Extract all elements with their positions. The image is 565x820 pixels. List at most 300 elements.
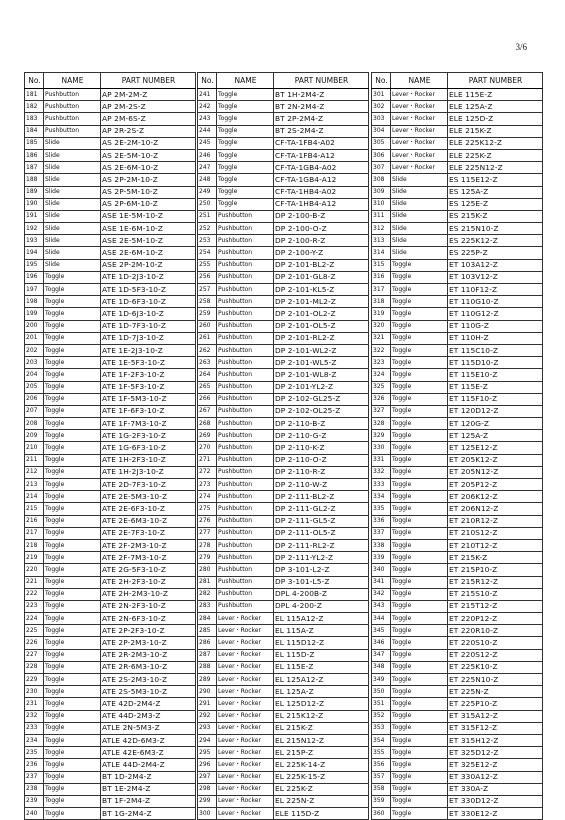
table-row — [198, 795, 369, 807]
row-number: 237 — [25, 771, 44, 783]
row-part-number: ATE 2P-2M3-10-Z — [101, 637, 196, 649]
row-part-number: BT 1E-2M4-Z — [101, 783, 196, 795]
row-name: Toggle — [44, 284, 101, 296]
row-number: 246 — [198, 149, 217, 161]
row-number: 192 — [25, 223, 44, 235]
table-row — [198, 418, 369, 430]
table-row — [198, 223, 369, 235]
row-number: 260 — [198, 320, 217, 332]
row-number: 339 — [372, 552, 391, 564]
row-name: Pushbutton — [217, 454, 274, 466]
row-part-number: ATE 2S-2M3-10-Z — [101, 674, 196, 686]
column-header-name: NAME — [44, 73, 101, 89]
row-part-number: ET 205K12-Z — [448, 454, 543, 466]
row-part-number: EL 225K-Z — [274, 783, 369, 795]
row-name: Toggle — [391, 710, 448, 722]
row-part-number: CF-TA-1HB4-A12 — [274, 198, 369, 210]
row-name: Toggle — [391, 430, 448, 442]
row-name: Slide — [44, 235, 101, 247]
row-name: Pushbutton — [217, 369, 274, 381]
table-row — [198, 430, 369, 442]
row-number: 258 — [198, 296, 217, 308]
row-part-number: ET 225N10-Z — [448, 674, 543, 686]
row-part-number: ET 205N12-Z — [448, 466, 543, 478]
row-part-number: AS 2P-5M-10-Z — [101, 186, 196, 198]
table-row — [198, 235, 369, 247]
row-number: 197 — [25, 284, 44, 296]
table-row — [25, 259, 196, 271]
table-row — [198, 247, 369, 259]
table-row — [372, 284, 543, 296]
column-header-no: No. — [198, 73, 217, 89]
row-part-number: ELE 225K12-Z — [448, 137, 543, 149]
table-row — [372, 674, 543, 686]
row-part-number: ET 225P10-Z — [448, 698, 543, 710]
parts-table-1 — [24, 72, 196, 820]
row-part-number: DP 2-110-W-Z — [274, 479, 369, 491]
row-name: Toggle — [44, 503, 101, 515]
row-name: Pushbutton — [44, 125, 101, 137]
row-name: Toggle — [44, 369, 101, 381]
row-part-number: ET 225K10-Z — [448, 661, 543, 673]
table-row — [25, 113, 196, 125]
row-name: Toggle — [391, 625, 448, 637]
table-row — [372, 125, 543, 137]
row-part-number: ASE 1E-6M-10-Z — [101, 223, 196, 235]
table-row — [25, 442, 196, 454]
row-name: Toggle — [391, 661, 448, 673]
table-row — [372, 808, 543, 820]
row-name: Toggle — [44, 747, 101, 759]
row-part-number: EL 115A-Z — [274, 625, 369, 637]
table-row — [198, 174, 369, 186]
row-number: 215 — [25, 503, 44, 515]
row-number: 293 — [198, 722, 217, 734]
table-row — [25, 625, 196, 637]
row-part-number: AS 2P-6M-10-Z — [101, 198, 196, 210]
row-name: Toggle — [44, 344, 101, 356]
row-part-number: DP 2-101-YL2-Z — [274, 381, 369, 393]
row-part-number: ES 225K12-Z — [448, 235, 543, 247]
row-number: 255 — [198, 259, 217, 271]
row-number: 328 — [372, 418, 391, 430]
row-part-number: ATE 2N-2F3-10-Z — [101, 600, 196, 612]
table-row — [25, 235, 196, 247]
table-row — [25, 564, 196, 576]
row-name: Toggle — [391, 686, 448, 698]
row-number: 326 — [372, 393, 391, 405]
row-name: Toggle — [44, 710, 101, 722]
row-name: Slide — [391, 247, 448, 259]
row-part-number: ELE 115D-Z — [274, 808, 369, 820]
row-number: 342 — [372, 588, 391, 600]
row-part-number: ATE 1D-7J3-10-Z — [101, 332, 196, 344]
row-number: 218 — [25, 539, 44, 551]
row-part-number: ET 110G-Z — [448, 320, 543, 332]
row-part-number: EL 215P-Z — [274, 747, 369, 759]
table-row — [198, 198, 369, 210]
row-part-number: DP 2-111-GL2-Z — [274, 503, 369, 515]
row-name: Toggle — [391, 357, 448, 369]
row-name: Toggle — [217, 89, 274, 101]
row-number: 344 — [372, 613, 391, 625]
row-part-number: ATE 1D-2J3-10-Z — [101, 271, 196, 283]
table-row — [372, 320, 543, 332]
row-part-number: ET 125E12-Z — [448, 442, 543, 454]
table-row — [372, 686, 543, 698]
row-number: 320 — [372, 320, 391, 332]
table-row — [25, 783, 196, 795]
table-row — [372, 344, 543, 356]
row-number: 200 — [25, 320, 44, 332]
table-row — [372, 783, 543, 795]
table-row — [25, 466, 196, 478]
row-name: Toggle — [44, 552, 101, 564]
row-part-number: ET 120G-Z — [448, 418, 543, 430]
row-part-number: ATE 2E-7F3-10-Z — [101, 527, 196, 539]
row-part-number: DP 2-110-O-Z — [274, 454, 369, 466]
row-part-number: ET 103V12-Z — [448, 271, 543, 283]
row-name: Toggle — [391, 576, 448, 588]
table-header-row — [198, 73, 369, 89]
table-row — [198, 503, 369, 515]
column-header-name: NAME — [391, 73, 448, 89]
table-row — [25, 186, 196, 198]
table-row — [372, 734, 543, 746]
row-name: Pushbutton — [217, 442, 274, 454]
table-row — [25, 308, 196, 320]
table-row — [25, 125, 196, 137]
row-number: 227 — [25, 649, 44, 661]
table-row — [198, 393, 369, 405]
row-name: Toggle — [217, 137, 274, 149]
row-name: Toggle — [217, 186, 274, 198]
column-header-no: No. — [372, 73, 391, 89]
row-number: 256 — [198, 271, 217, 283]
table-row — [372, 698, 543, 710]
row-name: Toggle — [44, 357, 101, 369]
row-part-number: AS 2E-2M-10-Z — [101, 137, 196, 149]
row-name: Toggle — [44, 271, 101, 283]
row-part-number: ET 210T12-Z — [448, 539, 543, 551]
row-name: Pushbutton — [217, 210, 274, 222]
row-name: Toggle — [44, 759, 101, 771]
row-number: 254 — [198, 247, 217, 259]
row-name: Slide — [44, 210, 101, 222]
row-part-number: CF-TA-1FB4-A12 — [274, 149, 369, 161]
row-number: 300 — [198, 808, 217, 820]
row-number: 253 — [198, 235, 217, 247]
table-row — [25, 674, 196, 686]
row-number: 352 — [372, 710, 391, 722]
row-number: 187 — [25, 162, 44, 174]
row-number: 350 — [372, 686, 391, 698]
row-number: 354 — [372, 734, 391, 746]
table-row — [198, 89, 369, 101]
table-row — [198, 564, 369, 576]
row-part-number: ET 110F12-Z — [448, 284, 543, 296]
row-number: 245 — [198, 137, 217, 149]
row-name: Lever・Rocker — [217, 625, 274, 637]
row-number: 360 — [372, 808, 391, 820]
row-part-number: AP 2M-2S-Z — [101, 101, 196, 113]
table-row — [25, 369, 196, 381]
row-part-number: ET 215K-Z — [448, 552, 543, 564]
row-number: 341 — [372, 576, 391, 588]
row-name: Toggle — [391, 539, 448, 551]
row-part-number: ELE 215K-Z — [448, 125, 543, 137]
row-name: Toggle — [391, 808, 448, 820]
row-number: 191 — [25, 210, 44, 222]
row-part-number: DP 2-100-O-Z — [274, 223, 369, 235]
row-number: 274 — [198, 491, 217, 503]
table-row — [372, 101, 543, 113]
row-name: Pushbutton — [217, 223, 274, 235]
row-number: 283 — [198, 600, 217, 612]
row-number: 216 — [25, 515, 44, 527]
row-name: Toggle — [391, 674, 448, 686]
row-name: Pushbutton — [217, 576, 274, 588]
row-part-number: ATE 1F-6F3-10-Z — [101, 405, 196, 417]
table-row — [372, 637, 543, 649]
table-row — [198, 515, 369, 527]
table-row — [25, 479, 196, 491]
row-number: 224 — [25, 613, 44, 625]
row-number: 355 — [372, 747, 391, 759]
row-name: Lever・Rocker — [391, 162, 448, 174]
table-row — [25, 454, 196, 466]
row-part-number: DP 2-101-OL5-Z — [274, 320, 369, 332]
row-part-number: ATE 1F-5M3-10-Z — [101, 393, 196, 405]
row-part-number: ATE 2E-6M3-10-Z — [101, 515, 196, 527]
table-row — [372, 247, 543, 259]
row-name: Slide — [391, 186, 448, 198]
row-part-number: DP 3-101-L2-Z — [274, 564, 369, 576]
row-part-number: EL 125A12-Z — [274, 674, 369, 686]
row-number: 242 — [198, 101, 217, 113]
row-name: Toggle — [391, 454, 448, 466]
row-number: 234 — [25, 734, 44, 746]
table-row — [25, 747, 196, 759]
table-row — [198, 320, 369, 332]
row-part-number: AS 2E-5M-10-Z — [101, 149, 196, 161]
row-number: 206 — [25, 393, 44, 405]
row-number: 226 — [25, 637, 44, 649]
row-name: Pushbutton — [217, 271, 274, 283]
row-name: Toggle — [44, 649, 101, 661]
row-number: 222 — [25, 588, 44, 600]
row-part-number: ATE 1F-2F3-10-Z — [101, 369, 196, 381]
row-part-number: ATE 1H-2F3-10-Z — [101, 454, 196, 466]
row-number: 244 — [198, 125, 217, 137]
row-name: Lever・Rocker — [391, 137, 448, 149]
row-part-number: ET 110G12-Z — [448, 308, 543, 320]
row-name: Toggle — [391, 552, 448, 564]
row-part-number: CF-TA-1HB4-A02 — [274, 186, 369, 198]
row-part-number: ATLE 42E-6M3-Z — [101, 747, 196, 759]
row-number: 239 — [25, 795, 44, 807]
row-part-number: BT 1D-2M4-Z — [101, 771, 196, 783]
row-name: Lever・Rocker — [217, 783, 274, 795]
table-row — [25, 174, 196, 186]
row-number: 183 — [25, 113, 44, 125]
row-name: Pushbutton — [217, 600, 274, 612]
row-name: Toggle — [44, 320, 101, 332]
row-number: 298 — [198, 783, 217, 795]
row-name: Toggle — [44, 637, 101, 649]
row-number: 198 — [25, 296, 44, 308]
row-number: 329 — [372, 430, 391, 442]
row-number: 190 — [25, 198, 44, 210]
table-row — [25, 552, 196, 564]
row-part-number: BT 2P-2M4-Z — [274, 113, 369, 125]
row-part-number: ATE 1D-6F3-10-Z — [101, 296, 196, 308]
row-part-number: ET 220S12-Z — [448, 649, 543, 661]
row-number: 210 — [25, 442, 44, 454]
row-name: Toggle — [44, 698, 101, 710]
row-number: 186 — [25, 149, 44, 161]
row-name: Toggle — [391, 588, 448, 600]
row-name: Pushbutton — [217, 393, 274, 405]
row-part-number: ATE 2N-6F3-10-Z — [101, 613, 196, 625]
row-name: Toggle — [217, 149, 274, 161]
column-header-part-number: PART NUMBER — [448, 73, 543, 89]
row-number: 285 — [198, 625, 217, 637]
table-row — [198, 210, 369, 222]
row-part-number: ET 110G10-Z — [448, 296, 543, 308]
row-part-number: DP 2-101-ML2-Z — [274, 296, 369, 308]
row-part-number: EL 115A12-Z — [274, 613, 369, 625]
row-part-number: AS 2P-2M-10-Z — [101, 174, 196, 186]
row-number: 294 — [198, 734, 217, 746]
row-part-number: ELE 115E-Z — [448, 89, 543, 101]
row-name: Toggle — [391, 637, 448, 649]
row-name: Toggle — [391, 747, 448, 759]
row-name: Toggle — [391, 734, 448, 746]
row-number: 251 — [198, 210, 217, 222]
row-number: 322 — [372, 344, 391, 356]
row-name: Toggle — [391, 613, 448, 625]
row-number: 303 — [372, 113, 391, 125]
row-number: 316 — [372, 271, 391, 283]
row-name: Toggle — [391, 320, 448, 332]
row-part-number: ET 315H12-Z — [448, 734, 543, 746]
table-row — [25, 381, 196, 393]
row-name: Lever・Rocker — [217, 747, 274, 759]
row-name: Toggle — [391, 418, 448, 430]
row-number: 307 — [372, 162, 391, 174]
row-number: 310 — [372, 198, 391, 210]
table-row — [25, 405, 196, 417]
row-number: 252 — [198, 223, 217, 235]
table-row — [372, 576, 543, 588]
row-name: Toggle — [44, 661, 101, 673]
row-part-number: ET 220R10-Z — [448, 625, 543, 637]
row-part-number: DP 3-101-L5-Z — [274, 576, 369, 588]
row-part-number: ET 220P12-Z — [448, 613, 543, 625]
table-row — [372, 357, 543, 369]
row-part-number: ET 125A-Z — [448, 430, 543, 442]
row-part-number: DP 2-111-RL2-Z — [274, 539, 369, 551]
row-number: 214 — [25, 491, 44, 503]
table-row — [372, 539, 543, 551]
row-part-number: AP 2R-2S-Z — [101, 125, 196, 137]
column-header-part-number: PART NUMBER — [274, 73, 369, 89]
row-number: 330 — [372, 442, 391, 454]
table-row — [198, 466, 369, 478]
row-part-number: ET 115F10-Z — [448, 393, 543, 405]
row-part-number: ELE 225N12-Z — [448, 162, 543, 174]
row-part-number: BT 1F-2M4-Z — [101, 795, 196, 807]
table-header-row — [372, 73, 543, 89]
row-part-number: ET 330D12-Z — [448, 795, 543, 807]
table-row — [25, 588, 196, 600]
row-number: 202 — [25, 344, 44, 356]
table-row — [372, 503, 543, 515]
row-part-number: ET 103A12-Z — [448, 259, 543, 271]
row-part-number: DP 2-100-Y-Z — [274, 247, 369, 259]
row-number: 276 — [198, 515, 217, 527]
row-number: 343 — [372, 600, 391, 612]
row-number: 281 — [198, 576, 217, 588]
row-part-number: BT 1G-2M4-Z — [101, 808, 196, 820]
row-name: Toggle — [391, 369, 448, 381]
row-number: 299 — [198, 795, 217, 807]
row-name: Toggle — [44, 674, 101, 686]
row-part-number: BT 1H-2M4-Z — [274, 89, 369, 101]
row-number: 331 — [372, 454, 391, 466]
row-number: 193 — [25, 235, 44, 247]
row-name: Toggle — [44, 527, 101, 539]
row-name: Lever・Rocker — [217, 637, 274, 649]
row-part-number: AP 2M-6S-Z — [101, 113, 196, 125]
row-part-number: ET 115D10-Z — [448, 357, 543, 369]
row-part-number: EL 225K-15-Z — [274, 771, 369, 783]
row-name: Slide — [44, 259, 101, 271]
row-part-number: BT 2N-2M4-Z — [274, 101, 369, 113]
table-row — [372, 600, 543, 612]
row-part-number: ATE 2E-6F3-10-Z — [101, 503, 196, 515]
row-name: Toggle — [391, 649, 448, 661]
row-part-number: DP 2-100-B-Z — [274, 210, 369, 222]
row-name: Slide — [391, 174, 448, 186]
table-row — [198, 381, 369, 393]
row-number: 271 — [198, 454, 217, 466]
row-part-number: ASE 2P-2M-10-Z — [101, 259, 196, 271]
table-row — [25, 101, 196, 113]
table-row — [372, 332, 543, 344]
row-part-number: ES 215N10-Z — [448, 223, 543, 235]
row-name: Toggle — [391, 759, 448, 771]
row-number: 249 — [198, 186, 217, 198]
row-number: 189 — [25, 186, 44, 198]
row-name: Toggle — [391, 332, 448, 344]
table-row — [372, 271, 543, 283]
table-row — [198, 442, 369, 454]
row-number: 353 — [372, 722, 391, 734]
table-row — [198, 674, 369, 686]
row-name: Pushbutton — [217, 405, 274, 417]
row-name: Lever・Rocker — [217, 771, 274, 783]
table-row — [25, 808, 196, 820]
row-part-number: EL 115E-Z — [274, 661, 369, 673]
row-part-number: ET 330E12-Z — [448, 808, 543, 820]
row-name: Toggle — [391, 259, 448, 271]
table-row — [198, 125, 369, 137]
table-row — [25, 795, 196, 807]
row-number: 225 — [25, 625, 44, 637]
row-number: 259 — [198, 308, 217, 320]
